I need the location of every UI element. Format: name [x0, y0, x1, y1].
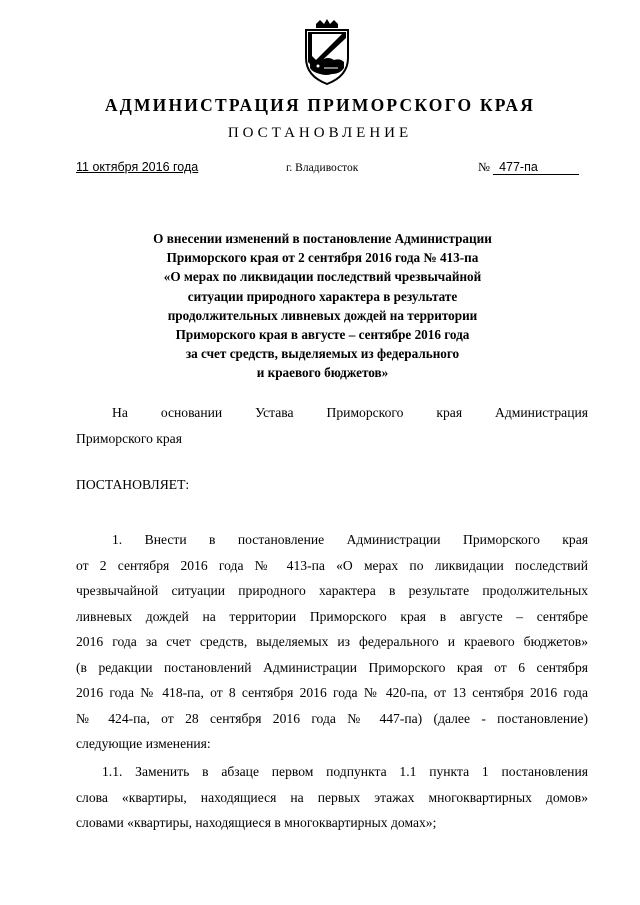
preamble-paragraph — [76, 400, 588, 451]
document-type: ПОСТАНОВЛЕНИЕ — [227, 125, 413, 141]
item-1-paragraph — [76, 527, 588, 757]
item-1-line: 1. Внести в постановление Администрации Приморского края — [112, 532, 588, 547]
subject-line: О внесении изменений в постановление Администрации — [153, 231, 492, 246]
subject-line: «О мерах по ликвидации последствий чрезвычайной — [163, 269, 482, 285]
organization-title: АДМИНИСТРАЦИЯ ПРИМОРСКОГО КРАЯ — [104, 95, 536, 115]
preamble-line: Приморского края — [76, 430, 182, 446]
subject-line: Приморского края в августе – сентябре 2016 года — [175, 327, 470, 343]
document-date: 11 октября 2016 года — [76, 160, 199, 174]
item-1-line: чрезвычайной ситуации природного характера в результате продолжительных — [76, 583, 588, 598]
subject-line: и краевого бюджетов» — [256, 365, 389, 381]
subject-line: продолжительных ливневых дождей на территории — [167, 307, 478, 323]
document-city: г. Владивосток — [286, 162, 359, 174]
document-number — [478, 160, 579, 175]
item-1-1-line: слова «квартиры, находящиеся на первых этажах многоквартирных домов» — [76, 789, 588, 805]
item-1-line: № 424-па, от 28 сентября 2016 года № 447-па) (далее - постановление) — [76, 710, 588, 726]
document-subject — [120, 229, 525, 383]
item-1-line: 2016 года за счет средств, выделяемых из федерального и краевого бюджетов» — [76, 634, 588, 649]
item-1-line: ливневых дождей на территории Приморского края в августе – сентябре — [76, 608, 588, 624]
item-1-1-line: 1.1. Заменить в абзаце первом подпункта 1.1 пункта 1 постановления — [102, 764, 588, 779]
item-1-line: от 2 сентября 2016 года № 413-па «О мерах по ликвидации последствий — [76, 557, 588, 573]
subject-line: ситуации природного характера в результате — [187, 288, 458, 304]
coat-of-arms-icon — [298, 18, 356, 86]
subject-line: Приморского края от 2 сентября 2016 года № 413-па — [166, 250, 479, 266]
item-1-line: (в редакции постановлений Администрации Приморского края от 6 сентября — [76, 659, 588, 675]
item-1-1-paragraph — [76, 759, 588, 836]
item-1-line: следующие изменения: — [76, 736, 211, 751]
number-value: 477-па — [493, 160, 579, 175]
item-1-line: 2016 года № 418-па, от 8 сентября 2016 года № 420-па, от 13 сентября 2016 года — [76, 685, 588, 700]
resolves-heading: ПОСТАНОВЛЯЕТ: — [76, 477, 190, 492]
preamble-line: На основании Устава Приморского края Администрация — [112, 405, 588, 420]
subject-line: за счет средств, выделяемых из федерального — [185, 346, 460, 362]
number-label: № — [478, 160, 490, 174]
item-1-1-line: словами «квартиры, находящиеся в многоквартирных домах»; — [76, 815, 437, 830]
